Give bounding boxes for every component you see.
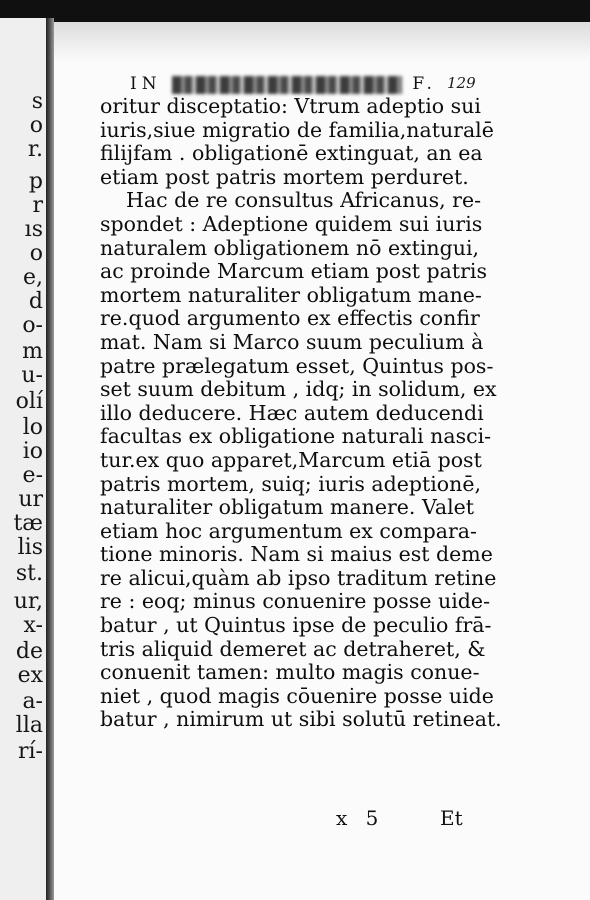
paragraph-first-line: Hac de re consultus Africanus, re- — [126, 188, 482, 213]
text-line: batur , nimirum ut sibi solutū retineat. — [100, 707, 502, 732]
smudged-running-head — [172, 76, 402, 94]
text-line: batur , ut Quintus ipse de peculio frā- — [100, 613, 492, 638]
left-page-fragment: lo — [22, 415, 43, 440]
left-page-fragment: de — [15, 639, 43, 664]
text-line: patre prælegatum esset, Quintus pos- — [100, 353, 494, 378]
text-line: naturaliter obligatum manere. Valet — [100, 495, 475, 520]
left-page-fragment: ur, — [13, 589, 43, 614]
left-page-fragment: p — [28, 169, 43, 194]
running-head-start: IN — [130, 74, 162, 94]
text-line: illo deducere. Hæc autem deducendi — [100, 400, 484, 425]
text-line: etiam post patris mortem perduret. — [100, 164, 469, 189]
left-page-fragment: ur — [18, 487, 43, 512]
signature-mark: x 5 — [336, 806, 385, 830]
main-text-block — [100, 94, 502, 732]
text-line: niet , quod magis cōuenire posse uide — [100, 683, 494, 708]
text-line: tris aliquid demeret ac detraheret, & — [100, 636, 486, 661]
text-line: tur.ex quo apparet,Marcum etiā post — [100, 447, 482, 472]
text-line: filijfam . obligationē extinguat, an ea — [100, 141, 483, 166]
left-page-fragment: lis — [17, 535, 43, 560]
left-page-fragment: olí — [15, 389, 43, 414]
left-page-fragment: a- — [22, 689, 43, 714]
left-page-fragment: ex — [17, 663, 43, 688]
left-page-fragment: io — [22, 439, 43, 464]
left-page-fragment: u- — [21, 363, 43, 388]
left-page-fragment: st. — [15, 561, 43, 586]
text-line: spondet : Adeptione quidem sui iuris — [100, 211, 483, 236]
previous-page-edge — [0, 18, 46, 900]
page-number: 129 — [447, 74, 476, 92]
running-head-end: F. — [412, 74, 437, 94]
left-page-fragment: e- — [22, 463, 43, 488]
left-page-fragment: s — [31, 89, 43, 114]
page-footer — [336, 806, 476, 832]
left-page-fragment: o- — [22, 313, 43, 338]
text-line: naturalem obligationem nō extingui, — [100, 235, 480, 260]
text-line: facultas ex obligatione naturali nasci- — [100, 424, 492, 449]
text-line: re.quod argumento ex effectis confir — [100, 306, 480, 331]
left-page-fragment: rí- — [18, 739, 43, 764]
left-page-fragment: lla — [15, 713, 43, 738]
left-page-fragment: r — [32, 193, 43, 218]
left-page-fragment: r. — [27, 137, 43, 162]
left-page-fragment: d — [28, 289, 43, 314]
text-line: patris mortem, suiq; iuris adeptionē, — [100, 471, 481, 496]
text-line: conuenit tamen: multo magis conue- — [100, 660, 480, 685]
text-line: re : eoq; minus conuenire posse uide- — [100, 589, 490, 614]
text-line: re alicui,quàm ab ipso traditum retine — [100, 565, 497, 590]
left-page-fragment: o — [29, 241, 43, 266]
left-page-fragment: tæ — [13, 511, 43, 536]
left-page-fragment: m — [22, 339, 43, 364]
left-page-fragment: ıs — [24, 217, 43, 242]
text-line: iuris,siue migratio de familia,naturalē — [100, 117, 494, 142]
text-line: ac proinde Marcum etiam post patris — [100, 259, 487, 284]
text-line: mat. Nam si Marco suum peculium à — [100, 329, 484, 354]
catchword: Et — [440, 806, 463, 830]
left-page-fragment: e, — [22, 265, 43, 290]
book-gutter — [46, 18, 54, 900]
text-line: set suum debitum , idq; in solidum, ex — [100, 377, 497, 402]
left-page-fragment: o — [29, 113, 43, 138]
text-line: oritur disceptatio: Vtrum adeptio sui — [100, 94, 481, 118]
text-line: tione minoris. Nam si maius est deme — [100, 542, 493, 567]
text-line: mortem naturaliter obligatum mane- — [100, 282, 482, 307]
left-page-fragment: x- — [23, 613, 43, 638]
text-line: etiam hoc argumentum ex compara- — [100, 518, 477, 543]
